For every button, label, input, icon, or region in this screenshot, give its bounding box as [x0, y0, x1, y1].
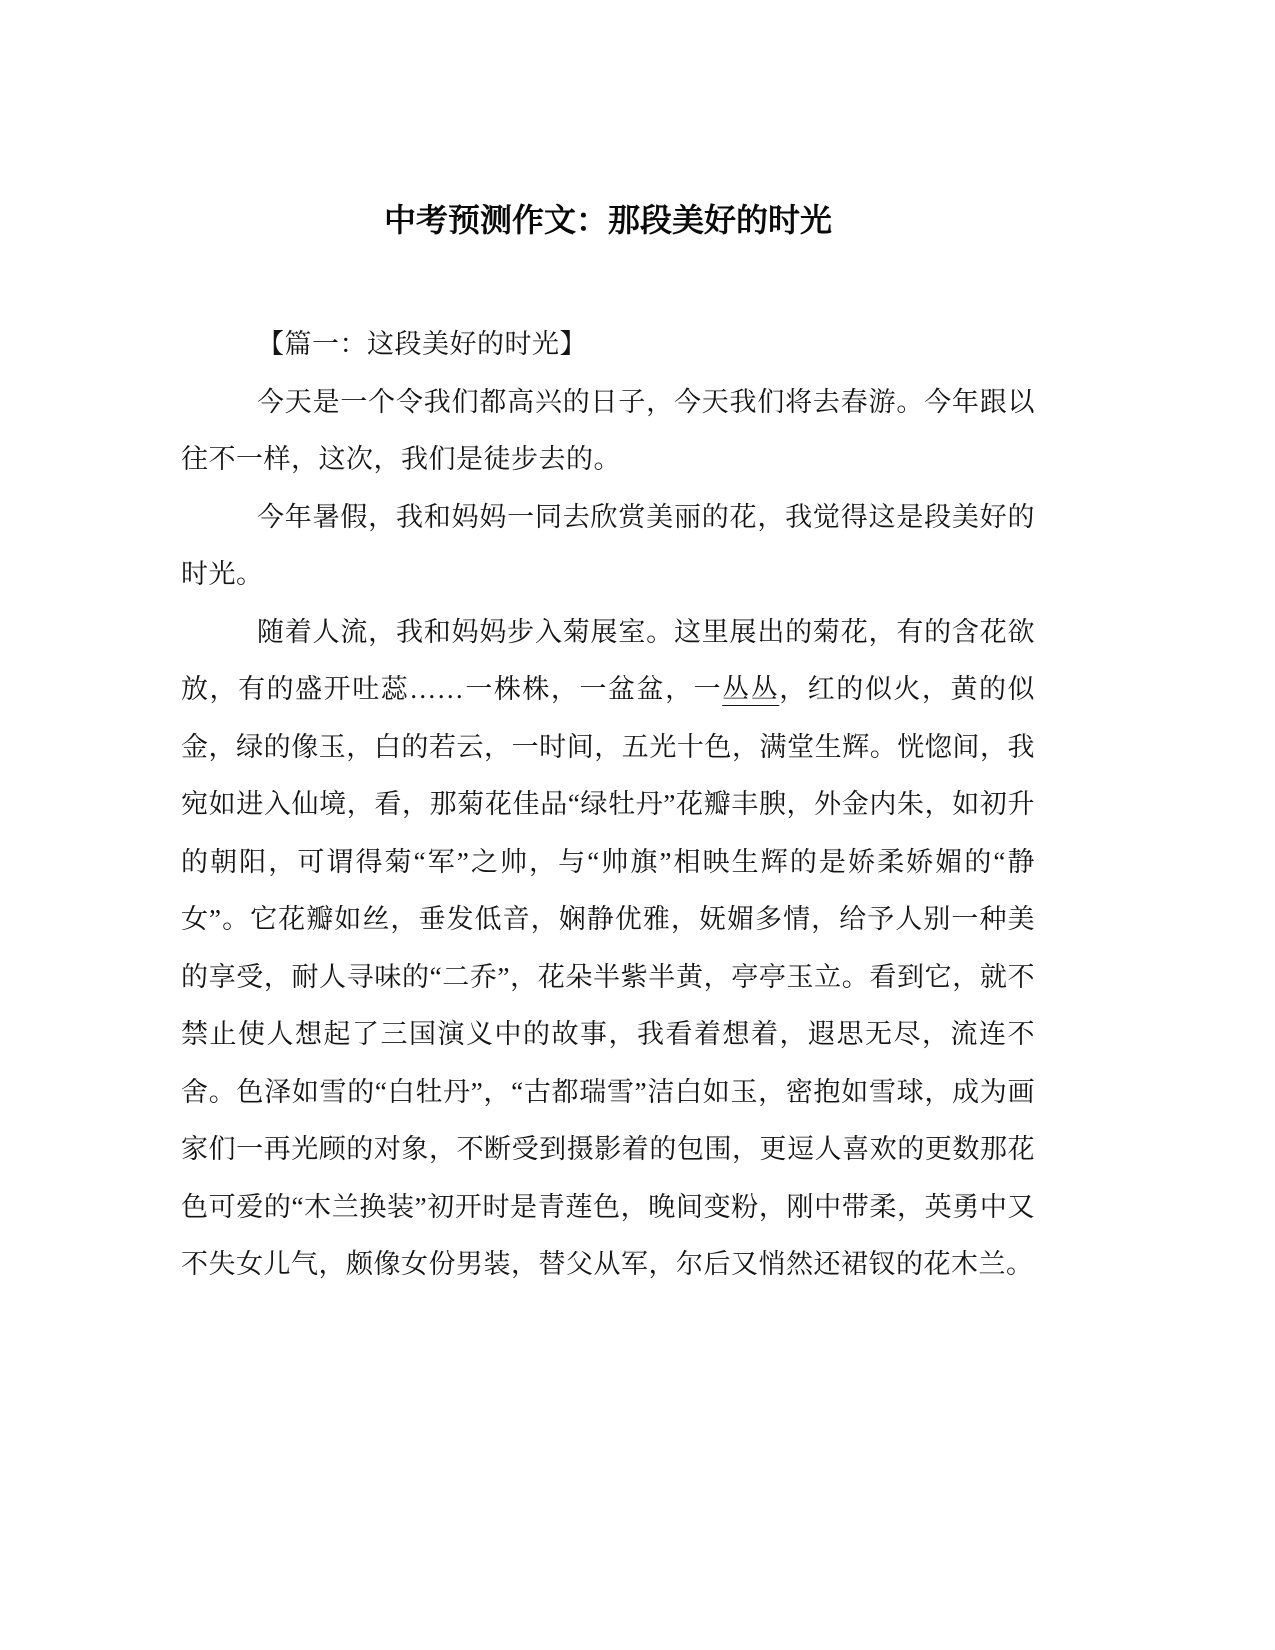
paragraph — [181, 374, 1035, 489]
text-segment: ，红的似火，黄的似金，绿的像玉，白的若云，一时间，五光十色，满堂生辉。恍惚间，我宛如进入仙境，看，那菊花佳品“绿牡丹”花瓣丰腴，外金内朱，如初升的朝阳，可谓得菊“军”之帅，与“帅旗”相映生辉的是娇柔娇媚的“静女”。它花瓣如丝，垂发低音，娴静优雅，妩媚多情，给予人别一种美的享受，耐人寻味的“二乔”，花朵半紫半黄，亭亭玉立。看到它，就不禁止使人想起了三国演义中的故事，我看着想着，遐思无尽，流连不舍。色泽如雪的“白牡丹”，“古都瑞雪”洁白如玉，密抱如雪球，成为画家们一再光顾的对象，不断受到摄影着的包围，更逗人喜欢的更数那花色可爱的“木兰换装”初开时是青莲色，晚间变粉，刚中带柔，英勇中又不失女儿气，颇像女份男装，替父从军，尔后又悄然还裙钗的花木兰。 — [181, 674, 1036, 1279]
paragraph — [181, 604, 1035, 1294]
text-segment: 随着人流，我和妈妈步入菊展室。这里展出的菊花，有的含花欲放，有的盛开吐蕊……一株株，一盆盆，一 — [181, 616, 1035, 704]
underlined-text: 丛丛 — [722, 674, 780, 704]
text-segment: 今年暑假，我和妈妈一同去欣赏美丽的花，我觉得这是段美好的时光。 — [181, 501, 1035, 589]
paragraph — [181, 489, 1035, 604]
essay-body — [181, 316, 1035, 1294]
text-segment: 今天是一个令我们都高兴的日子，今天我们将去春游。今年跟以往不一样，这次，我们是徒步去的。 — [181, 386, 1035, 474]
document-title: 中考预测作文：那段美好的时光 — [383, 202, 832, 238]
section-heading: 【篇一：这段美好的时光】 — [257, 329, 587, 359]
